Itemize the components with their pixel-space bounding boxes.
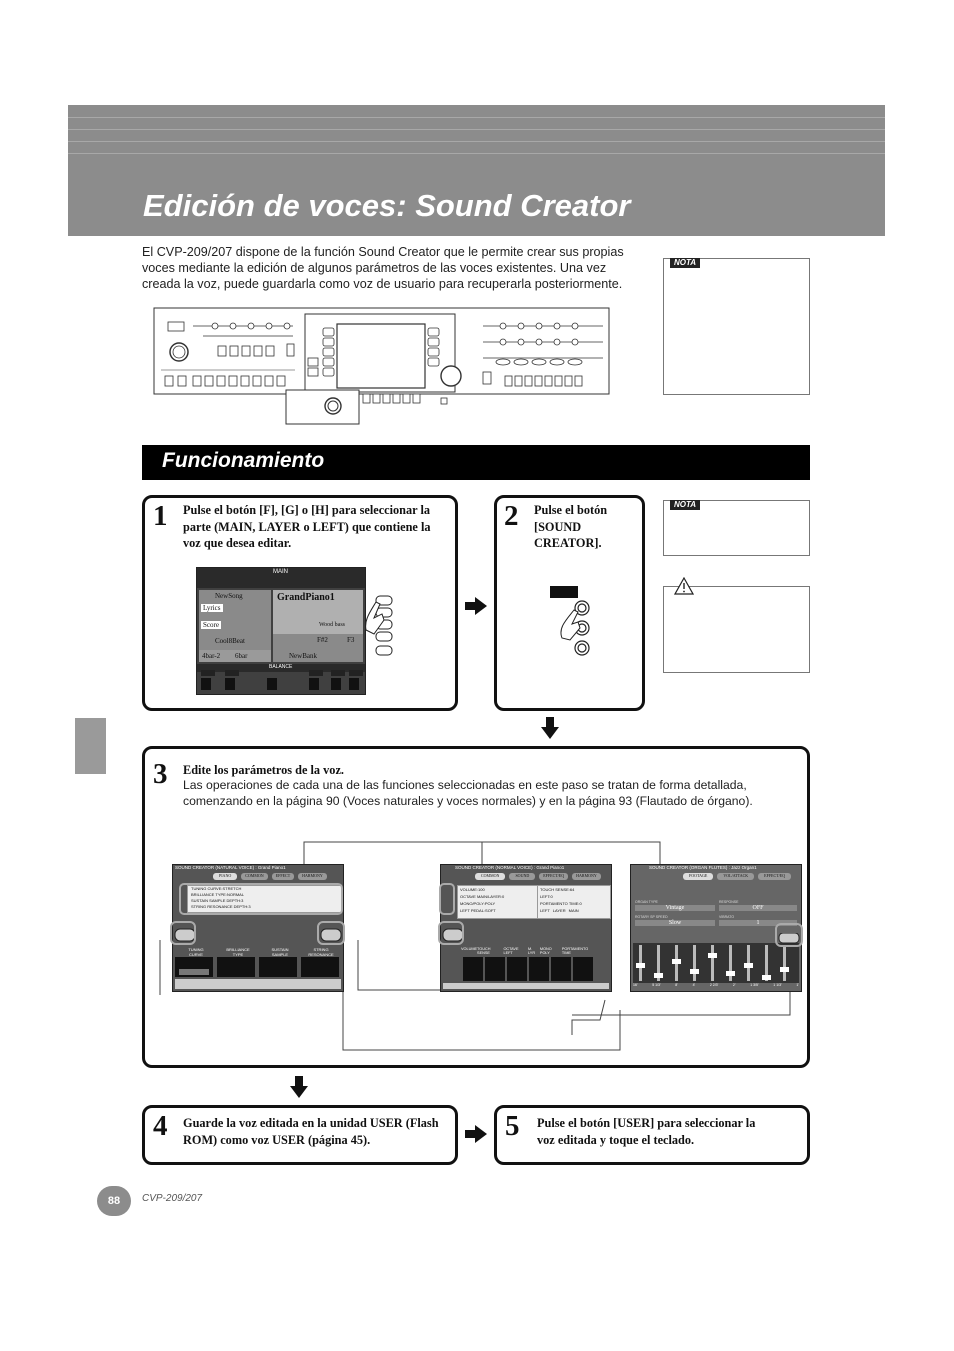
main-screen-balance: BALANCE: [269, 664, 293, 670]
screen-c-tabs: [683, 873, 791, 880]
footage-label: 1 1/3': [773, 983, 782, 987]
rotary-value[interactable]: Slow: [635, 920, 715, 926]
main-screen-bank[interactable]: NewBank: [289, 652, 317, 660]
param-row: VOLUME:100: [460, 887, 485, 892]
arrow-down-icon: [290, 1076, 308, 1098]
main-screen-header: MAIN: [273, 569, 288, 575]
main-screen: [196, 567, 366, 695]
footage-label: 5 1/3': [652, 983, 661, 987]
footage-label: 1 3/5': [750, 983, 759, 987]
tab-effect[interactable]: EFFECT: [272, 873, 294, 880]
main-screen-song[interactable]: NewSong: [215, 592, 243, 600]
main-screen-voice2[interactable]: Wood bass: [319, 622, 346, 628]
section-title: Funcionamiento: [162, 449, 325, 472]
screen-b-highlights: [438, 880, 468, 950]
main-screen-ending[interactable]: 6bar: [235, 652, 248, 660]
panel-illustration: [153, 306, 611, 426]
param-row: TOUCH SENSE:64: [540, 887, 575, 892]
model-name: CVP-209/207: [142, 1193, 203, 1204]
tab-common[interactable]: COMMON: [241, 873, 267, 880]
param-row: LEFT:0: [540, 894, 553, 899]
tab-footage[interactable]: FOOTAGE: [683, 873, 713, 880]
note-box-top: [663, 258, 810, 395]
param-row: STRING RESONANCE DEPTH:3: [191, 904, 251, 909]
screen-c-title: SOUND CREATOR (ORGAN FLUTES) : Jazz Organ1: [649, 865, 757, 870]
organ-type-value[interactable]: Vintage: [635, 905, 715, 911]
step-4-text: Guarde la voz editada en la unidad USER (Flash ROM) como voz USER (página 45).: [183, 1116, 439, 1147]
screen-a-tabs: [213, 873, 341, 880]
screen-b-title: SOUND CREATOR (NORMAL VOICE) : Grand Piano1: [455, 865, 565, 870]
param-row: TUNING CURVE:STRETCH: [191, 886, 242, 891]
note-box-middle: [663, 500, 810, 556]
arrow-down-icon: [541, 717, 559, 739]
param-row: SUSTAIN SAMPLE DEPTH:3: [191, 898, 244, 903]
footage-label: 2': [732, 983, 736, 987]
part-main[interactable]: MAIN: [568, 908, 579, 913]
footage-label: 2 2/3': [709, 983, 719, 987]
footage-labels: [633, 983, 799, 987]
step-5-text: Pulse el botón [USER] para seleccionar la voz editada y toque el teclado.: [537, 1116, 756, 1147]
warning-icon: [674, 577, 694, 595]
screen-a-col-3: SUSTAIN SAMPLE: [271, 947, 289, 957]
screen-b-params-left: [457, 885, 539, 919]
footage-label: 4': [692, 983, 696, 987]
arrow-right-icon: [465, 597, 487, 615]
response-value[interactable]: OFF: [719, 905, 797, 911]
tab-harmony[interactable]: HARMONY: [572, 873, 601, 880]
screen-c-highlights: [774, 922, 804, 948]
col-label: TOUCH SENSE: [477, 947, 491, 955]
col-label: PORTAMENTO TIME: [561, 947, 589, 955]
step-2-number: 2: [504, 500, 519, 532]
footage-label: 16': [633, 983, 638, 987]
param-row: MONO/POLY:POLY: [460, 901, 496, 906]
main-screen-score[interactable]: Score: [203, 621, 219, 629]
step-1-number: 1: [153, 500, 168, 532]
response-label: RESPONSE: [719, 900, 739, 904]
tab-vol-attack[interactable]: VOL/ATTACK: [717, 873, 754, 880]
screen-a-col-4: STRING RESONANCE: [308, 947, 334, 957]
step-4-number: 4: [153, 1110, 168, 1142]
screen-a-col-2: BRILLIANCE TYPE: [226, 947, 250, 957]
param-row: LEFT PEDAL:SOFT: [460, 908, 496, 913]
tab-effect-eq[interactable]: EFFECT/EQ: [758, 873, 791, 880]
caution-box: [663, 586, 810, 673]
main-screen-lyrics[interactable]: Lyrics: [203, 604, 221, 612]
tab-piano[interactable]: PIANO: [213, 873, 237, 880]
screen-b-tabs: [475, 873, 601, 880]
main-screen-intro[interactable]: 4bar-2: [202, 652, 221, 660]
screen-a-title: SOUND CREATOR (NATURAL VOICE) : Grand Piano1: [175, 865, 286, 870]
tab-harmony[interactable]: HARMONY: [298, 873, 327, 880]
col-label: VOLUME: [461, 947, 478, 951]
step-2-text: Pulse el botón [SOUND CREATOR].: [534, 503, 608, 550]
footage-label: 8': [675, 983, 678, 987]
rotary-label: ROTARY SP SPEED: [635, 915, 668, 919]
page-number: 88: [97, 1186, 131, 1216]
step-3-text: Las operaciones de cada una de las funciones seleccionadas en este paso se tratan de forma detallada, comenzando en la página 90 (Voces naturales y voces normales) y en la página 93 (Flautado de órgano).: [183, 778, 753, 808]
screen-a-col-1: TUNING CURVE: [188, 947, 204, 957]
footage-label: 1': [796, 983, 799, 987]
param-row: BRILLIANCE TYPE:NORMAL: [191, 892, 245, 897]
tab-effect-eq[interactable]: EFFECT/EQ: [539, 873, 568, 880]
organ-type-label: ORGAN TYPE: [635, 900, 658, 904]
intro-paragraph: El CVP-209/207 dispone de la función Sound Creator que le permite crear sus propias voces mediante la edición de algunos parámetros de las voces existentes. Una vez creada la voz, puede guardarla como voz de usuario para recuperarla posteriormente.: [142, 245, 624, 291]
vibrato-label: VIBRATO: [719, 915, 735, 919]
step-1-text: Pulse el botón [F], [G] o [H] para seleccionar la parte (MAIN, LAYER o LEFT) que contiene la voz que desea editar.: [183, 503, 431, 550]
sound-creator-button-illustration: [548, 582, 598, 662]
nota-label-2: NOTA: [670, 500, 700, 510]
col-label: MONO POLY: [539, 947, 552, 955]
screen-a-highlights: [170, 880, 346, 950]
main-screen-f3[interactable]: F3: [347, 636, 355, 644]
vibrato-value[interactable]: 1: [719, 920, 797, 926]
arrow-right-icon: [465, 1125, 487, 1143]
tab-common[interactable]: COMMON: [475, 873, 505, 880]
param-row: PORTAMENTO TIME:0: [540, 901, 582, 906]
part-layer[interactable]: LAYER: [552, 908, 566, 913]
main-screen-f2[interactable]: F#2: [317, 636, 328, 644]
step-3-heading: Edite los parámetros de la voz.: [183, 763, 344, 777]
step-3-number: 3: [153, 758, 168, 790]
screen-b-params-right: [537, 885, 611, 919]
nota-label: NOTA: [670, 258, 700, 268]
step-5-number: 5: [505, 1110, 520, 1142]
finger-pointer-icon: [362, 590, 396, 660]
chapter-side-tab: [75, 718, 106, 774]
tab-sound[interactable]: SOUND: [509, 873, 535, 880]
screen-b-cols: [461, 947, 597, 955]
col-label: M. LYR: [527, 947, 536, 955]
main-screen-style[interactable]: Cool8Beat: [215, 637, 245, 645]
col-label: OCTAVE LEFT: [503, 947, 519, 955]
main-screen-voice[interactable]: GrandPiano1: [277, 592, 335, 603]
page-title: Edición de voces: Sound Creator: [143, 188, 631, 223]
param-row: OCTAVE MAIN/LAYER:0: [460, 894, 505, 899]
part-left[interactable]: LEFT: [540, 908, 550, 913]
